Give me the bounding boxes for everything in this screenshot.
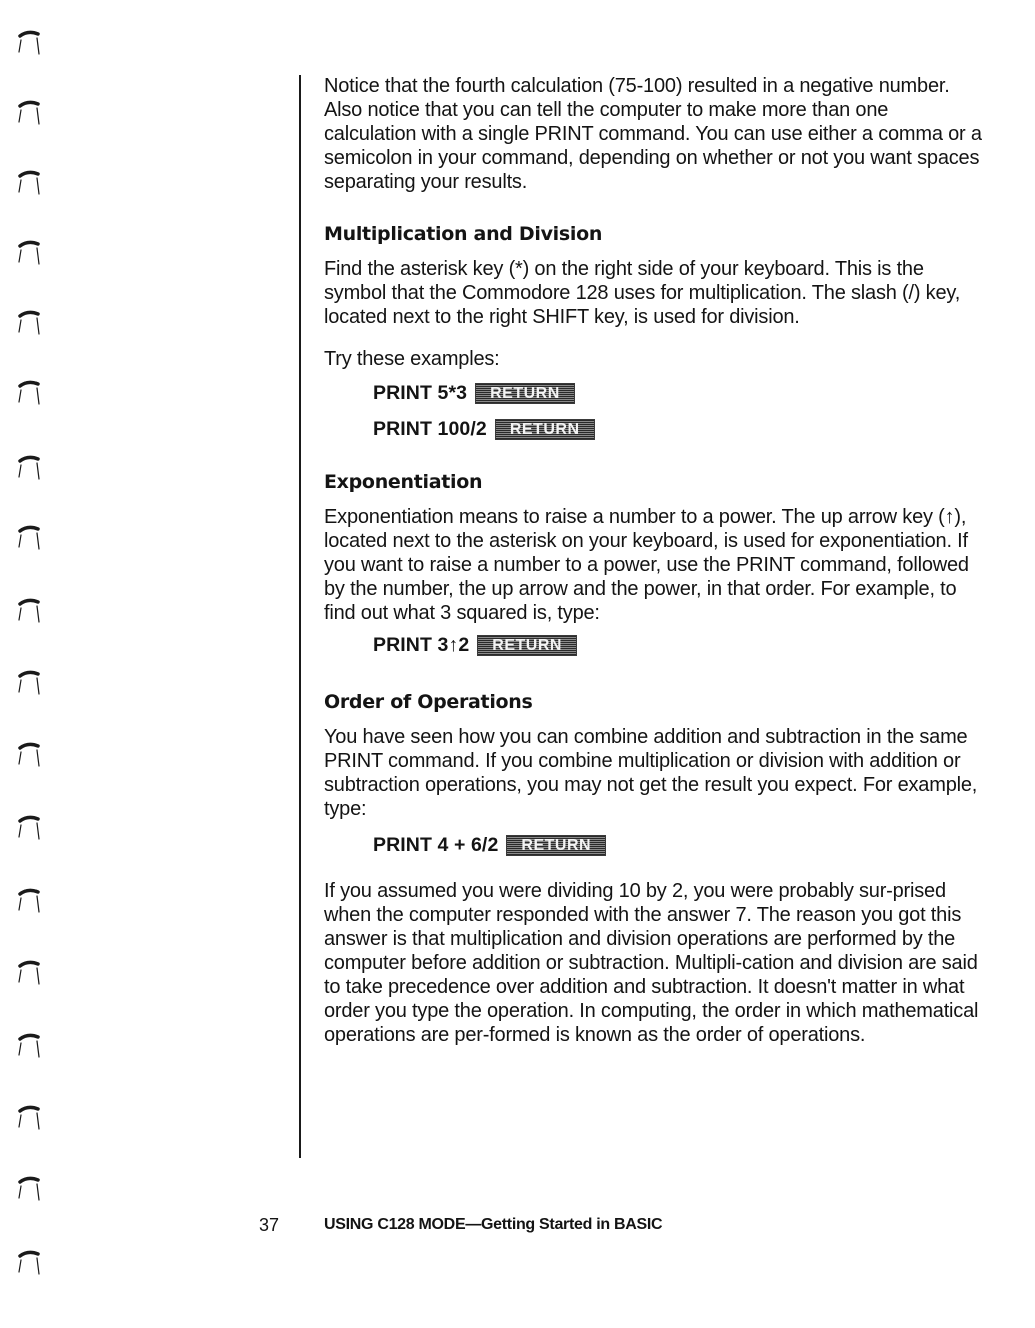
page-body — [324, 74, 984, 1047]
command-text: PRINT 3↑2 — [373, 634, 470, 656]
spiral-binding — [0, 0, 70, 1328]
command-text: PRINT 5*3 — [373, 382, 468, 404]
binding-ring — [19, 672, 39, 694]
binding-ring — [19, 890, 39, 912]
binding-ring — [19, 457, 39, 479]
binding-ring — [19, 1252, 39, 1274]
binding-ring — [19, 312, 39, 334]
page-number: 37 — [259, 1215, 280, 1235]
return-key-icon: RETURN — [475, 383, 575, 404]
page-footer — [0, 1214, 1035, 1236]
section-heading-order-of-operations: Order of Operations — [324, 691, 533, 713]
command-line — [373, 632, 984, 658]
return-key-icon: RETURN — [506, 835, 606, 856]
binding-ring — [19, 817, 39, 839]
exponentiation-paragraph: Exponentiation means to raise a number to a power. The up arrow key (↑), located next to the asterisk on your keyboard, is used for exponentiation. If you want to raise a number to a power, use the PRINT command, followed by the number, the up arrow and the power, in that order. For example, to find out what 3 squared is, type: — [324, 506, 969, 624]
examples-lead: Try these examples: — [324, 348, 500, 370]
command-line — [373, 380, 984, 406]
command-line — [373, 416, 984, 442]
command-text: PRINT 4 + 6/2 — [373, 834, 499, 856]
binding-ring — [19, 1035, 39, 1057]
binding-ring — [19, 32, 39, 54]
order-of-operations-paragraph: You have seen how you can combine addition and subtraction in the same PRINT command. If you combine multiplication or division with addition or subtraction operations, you may not get the result you expect. For example, type: — [324, 726, 978, 820]
binding-ring — [19, 382, 39, 404]
binding-ring — [19, 600, 39, 622]
margin-rule — [299, 75, 301, 1158]
binding-ring — [19, 242, 39, 264]
command-line — [373, 832, 984, 858]
return-key-icon: RETURN — [477, 635, 577, 656]
binding-ring — [19, 744, 39, 766]
command-text: PRINT 100/2 — [373, 418, 487, 440]
binding-ring — [19, 172, 39, 194]
binding-ring — [19, 1178, 39, 1200]
multiplication-paragraph: Find the asterisk key (*) on the right side of your keyboard. This is the symbol that the Commodore 128 uses for multiplication. The slash (/) key, located next to the right SHIFT key, is used for division. — [324, 258, 961, 328]
running-head: USING C128 MODE—Getting Started in BASIC — [324, 1216, 663, 1233]
return-key-icon: RETURN — [495, 419, 595, 440]
binding-ring — [19, 962, 39, 984]
binding-ring — [19, 527, 39, 549]
section-heading-multiplication-division: Multiplication and Division — [324, 223, 603, 245]
closing-paragraph: If you assumed you were dividing 10 by 2, you were probably sur-prised when the computer responded with the answer 7. The reason you got this answer is that multiplication and division operations are performed by the computer before addition or subtraction. Multipli-cation and division are said to take precedence over addition and subtraction. It doesn't matter in what order you type the operation. In computing, the order in which mathematical operations are per-formed is known as the order of operations. — [324, 880, 979, 1046]
binding-ring — [19, 1107, 39, 1129]
binding-ring — [19, 102, 39, 124]
section-heading-exponentiation: Exponentiation — [324, 471, 483, 493]
intro-paragraph: Notice that the fourth calculation (75-100) resulted in a negative number. Also notice that you can tell the computer to make more than one calculation with a single PRINT command. You can use either a comma or a semicolon in your command, depending on whether or not you want spaces separating your results. — [324, 75, 982, 193]
